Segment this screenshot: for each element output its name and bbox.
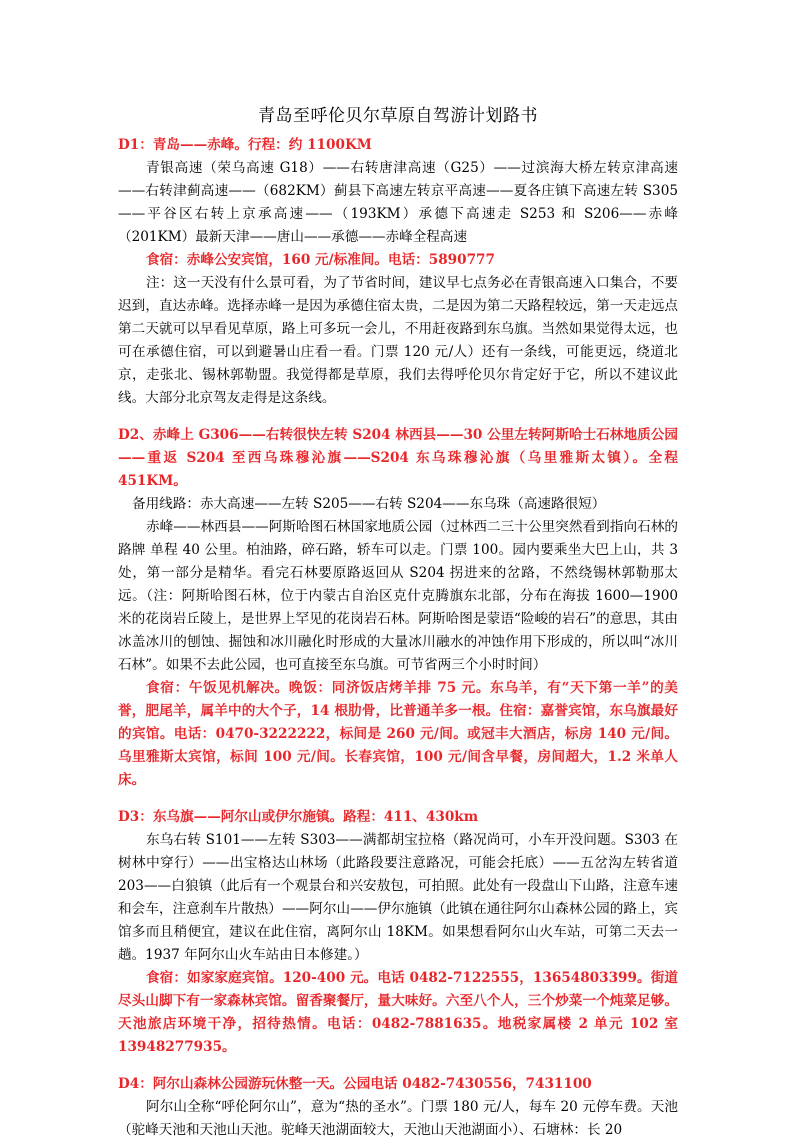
day4-route: 阿尔山全称“呼伦阿尔山”，意为“热的圣水”。门票 180 元/人，每车 20 元停车费。天池（驼峰天池和天池山天池。驼峰天池湖面较大，天池山天池湖面小）、石塘林：长 20: [118, 1099, 678, 1138]
day2-lodging: 食宿：午饭见机解决。晚饭：同济饭店烤羊排 75 元。东乌羊，有“天下第一羊”的美誉，肥尾羊，属羊中的大个子，14 根肋骨，比普通羊多一根。住宿：嘉誉宾馆，东乌旗最好的宾馆。电话：0470-3222222，标间是 260 元/间。或冠丰大酒店，标房 140 元/间。乌里雅斯太宾馆，标间 100 元/间。长春宾馆，100 元/间含早餐，房间超大，1.2 米单人床。: [118, 680, 678, 788]
day3-route: 东乌右转 S101——左转 S303——满都胡宝拉格（路况尚可，小车开没问题。S303 在树林中穿行）——出宝格达山林场（此路段要注意路况，可能会托底）——五岔沟左转省道 203——白狼镇（此后有一个观景台和兴安敖包，可拍照。此处有一段盘山下山路，注意车速和会车，注意刹车片散热）——阿尔山——伊尔施镇（此镇在通往阿尔山森林公园的路上，宾馆多而且稍便宜，建议在此住宿，离阿尔山 18KM。如果想看阿尔山火车站，可第二天去一趟。1937 年阿尔山火车站由日本修建。）: [118, 832, 678, 963]
spacer: [118, 792, 678, 806]
day2-alt-route: 备用线路：赤大高速——左转 S205——右转 S204——东乌珠（高速路很短）: [132, 496, 606, 512]
day2-heading: D2、赤峰上 G306——右转很快左转 S204 林西县——30 公里左转阿斯哈士石林地质公园——重返 S204 至西乌珠穆沁旗——S204 东乌珠穆沁旗（乌里雅斯太镇）。全程 451KM。: [118, 427, 678, 489]
day1-route: 青银高速（荣乌高速 G18）——右转唐津高速（G25）——过滨海大桥左转京津高速——右转津蓟高速——（682KM）蓟县下高速左转京平高速——夏各庄镇下高速左转 S305——平谷区右转上京承高速——（193KM）承德下高速走 S253 和 S206——赤峰（201KM）最新天津——唐山——承德——赤峰全程高速: [118, 160, 678, 245]
document-body: [118, 104, 678, 1142]
day3-heading: D3：东乌旗——阿尔山或伊尔施镇。路程：411、430km: [118, 809, 479, 825]
spacer: [118, 1059, 678, 1073]
day3-lodging: 食宿：如家家庭宾馆。120-400 元。电话 0482-7122555，13654803399。街道尽头山脚下有一家森林宾馆。留香聚餐厅，量大味好。六至八个人，三个炒菜一个炖菜足够。天池旅店环境干净，招待热情。电话：0482-7881635。地税家属楼 2 单元 102 室 13948277935。: [118, 970, 678, 1055]
day3-section: [118, 806, 678, 1059]
day1-heading: D1：青岛——赤峰。行程：约 1100KM: [118, 137, 372, 153]
day4-heading: D4：阿尔山森林公园游玩休整一天。公园电话 0482-7430556，7431100: [118, 1076, 592, 1092]
day4-section: [118, 1073, 678, 1142]
day2-route: 赤峰——林西县——阿斯哈图石林国家地质公园（过林西二三十公里突然看到指向石林的路牌 单程 40 公里。柏油路，碎石路，轿车可以走。门票 100。园内要乘坐大巴上山，共 3 处，第一部分是精华。看完石林要原路返回从 S204 拐进来的岔路，不然绕锡林郭勒那太远。（注：阿斯哈图石林，位于内蒙古自治区克什克腾旗东北部，分布在海拔 1600—1900 米的花岗岩丘陵上，是世界上罕见的花岗岩石林。阿斯哈图是蒙语“险峻的岩石”的意思，其由冰盖冰川的刨蚀、掘蚀和冰川融化时形成的大量冰川融水的冲蚀作用下形成的，所以叫“冰川石林”。如果不去此公园，也可直接至东乌旗。可节省两三个小时时间）: [118, 519, 678, 673]
day1-lodging: 食宿：赤峰公安宾馆，160 元/标准间。电话：5890777: [146, 252, 495, 268]
document-title: 青岛至呼伦贝尔草原自驾游计划路书: [258, 106, 538, 126]
day2-section: [118, 424, 678, 792]
spacer: [118, 410, 678, 424]
day1-note: 注：这一天没有什么景可看，为了节省时间，建议早七点务必在青银高速入口集合，不要迟到，直达赤峰。选择赤峰一是因为承德住宿太贵，二是因为第二天路程较远，第一天走远点第二天就可以早看见草原，路上可多玩一会儿，不用赶夜路到东乌旗。当然如果觉得太远，也可在承德住宿，可以到避暑山庄看一看。门票 120 元/人）还有一条线，可能更远，绕道北京，走张北、锡林郭勒盟。我觉得都是草原，我们去得呼伦贝尔肯定好于它，所以不建议此线。大部分北京驾友走得是这条线。: [118, 275, 678, 406]
day1-section: [118, 134, 678, 410]
